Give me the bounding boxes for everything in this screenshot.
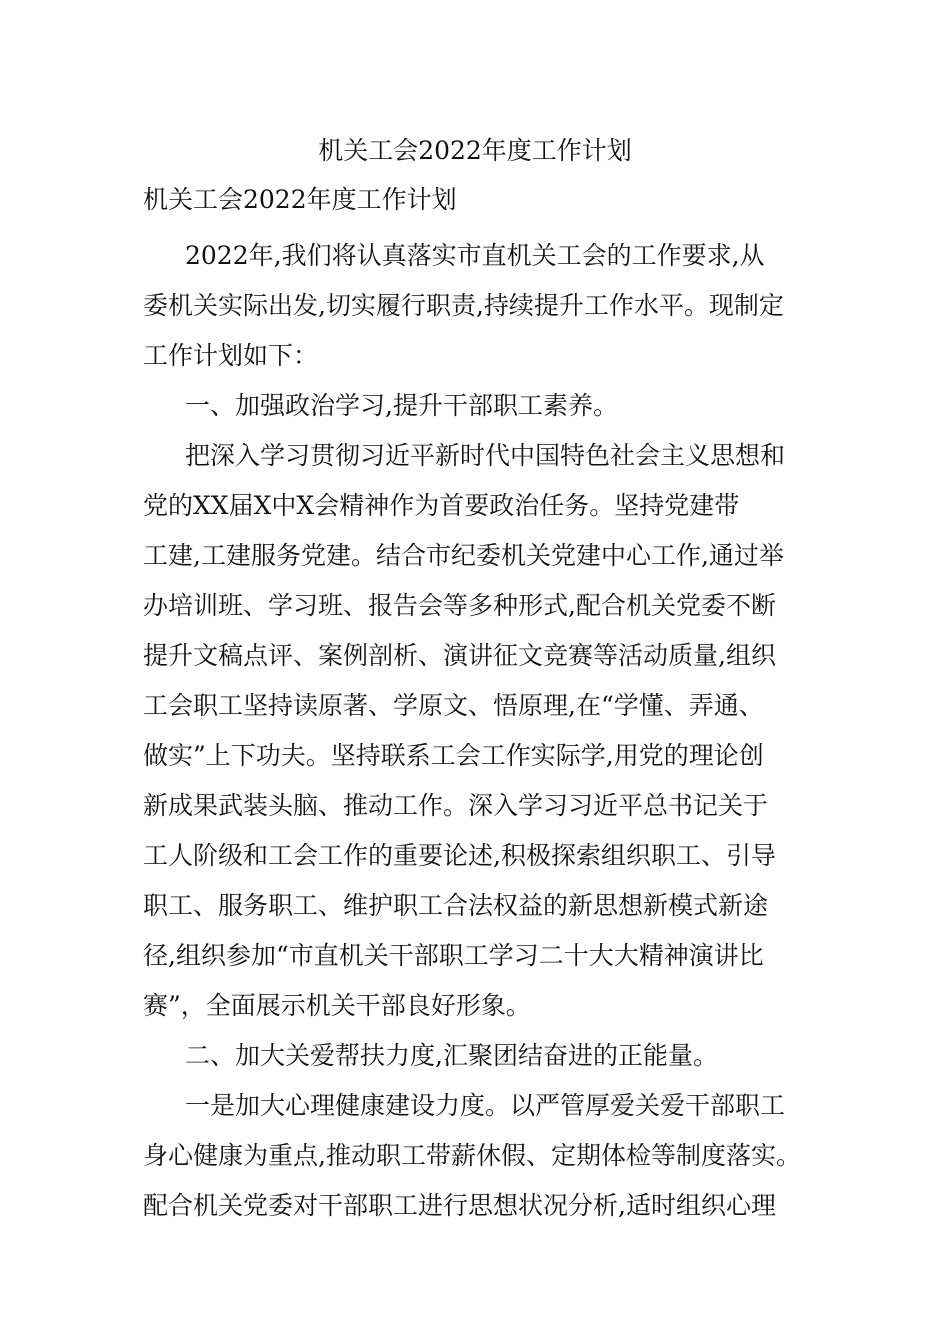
paragraph-line: 一是加大心理健康建设力度。以严管厚爱关爱干部职工 xyxy=(185,1091,786,1120)
paragraph-line: 2022年,我们将认真落实市直机关工会的工作要求,从 xyxy=(185,241,765,270)
paragraph-line: 身心健康为重点,推动职工带薪休假、定期体检等制度落实。 xyxy=(143,1141,801,1170)
paragraph-line: 新成果武装头脑、推动工作。深入学习习近平总书记关于 xyxy=(143,791,769,820)
paragraph-line: 工会职工坚持读原著、学原文、悟原理,在“学懂、弄通、 xyxy=(143,691,764,720)
paragraph-line: 做实”上下功夫。坚持联系工会工作实际学,用党的理论创 xyxy=(143,741,764,770)
paragraph-line: 党的XX届X中X会精神作为首要政治任务。坚持党建带 xyxy=(143,491,740,520)
paragraph-line: 赛”，全面展示机关干部良好形象。 xyxy=(143,991,531,1020)
section-heading: 二、加大关爱帮扶力度,汇聚团结奋进的正能量。 xyxy=(185,1041,718,1070)
section-heading: 一、加强政治学习,提升干部职工素养。 xyxy=(185,391,618,420)
document-subtitle: 机关工会2022年度工作计划 xyxy=(143,185,457,214)
paragraph-line: 办培训班、学习班、报告会等多种形式,配合机关党委不断 xyxy=(143,591,776,620)
paragraph-line: 把深入学习贯彻习近平新时代中国特色社会主义思想和 xyxy=(185,441,786,470)
paragraph-line: 工作计划如下： xyxy=(143,341,319,370)
paragraph-line: 配合机关党委对干部职工进行思想状况分析,适时组织心理 xyxy=(143,1191,776,1220)
paragraph-line: 径,组织参加“市直机关干部职工学习二十大大精神演讲比 xyxy=(143,941,764,970)
paragraph-line: 工人阶级和工会工作的重要论述,积极探索组织职工、引导 xyxy=(143,841,776,870)
paragraph-line: 职工、服务职工、维护职工合法权益的新思想新模式新途 xyxy=(143,891,769,920)
document-title: 机关工会2022年度工作计划 xyxy=(318,136,632,165)
document-body xyxy=(143,231,823,1231)
paragraph-line: 工建,工建服务党建。结合市纪委机关党建中心工作,通过举 xyxy=(143,541,784,570)
paragraph-line: 委机关实际出发,切实履行职责,持续提升工作水平。现制定 xyxy=(143,291,784,320)
paragraph-line: 提升文稿点评、案例剖析、演讲征文竞赛等活动质量,组织 xyxy=(143,641,776,670)
